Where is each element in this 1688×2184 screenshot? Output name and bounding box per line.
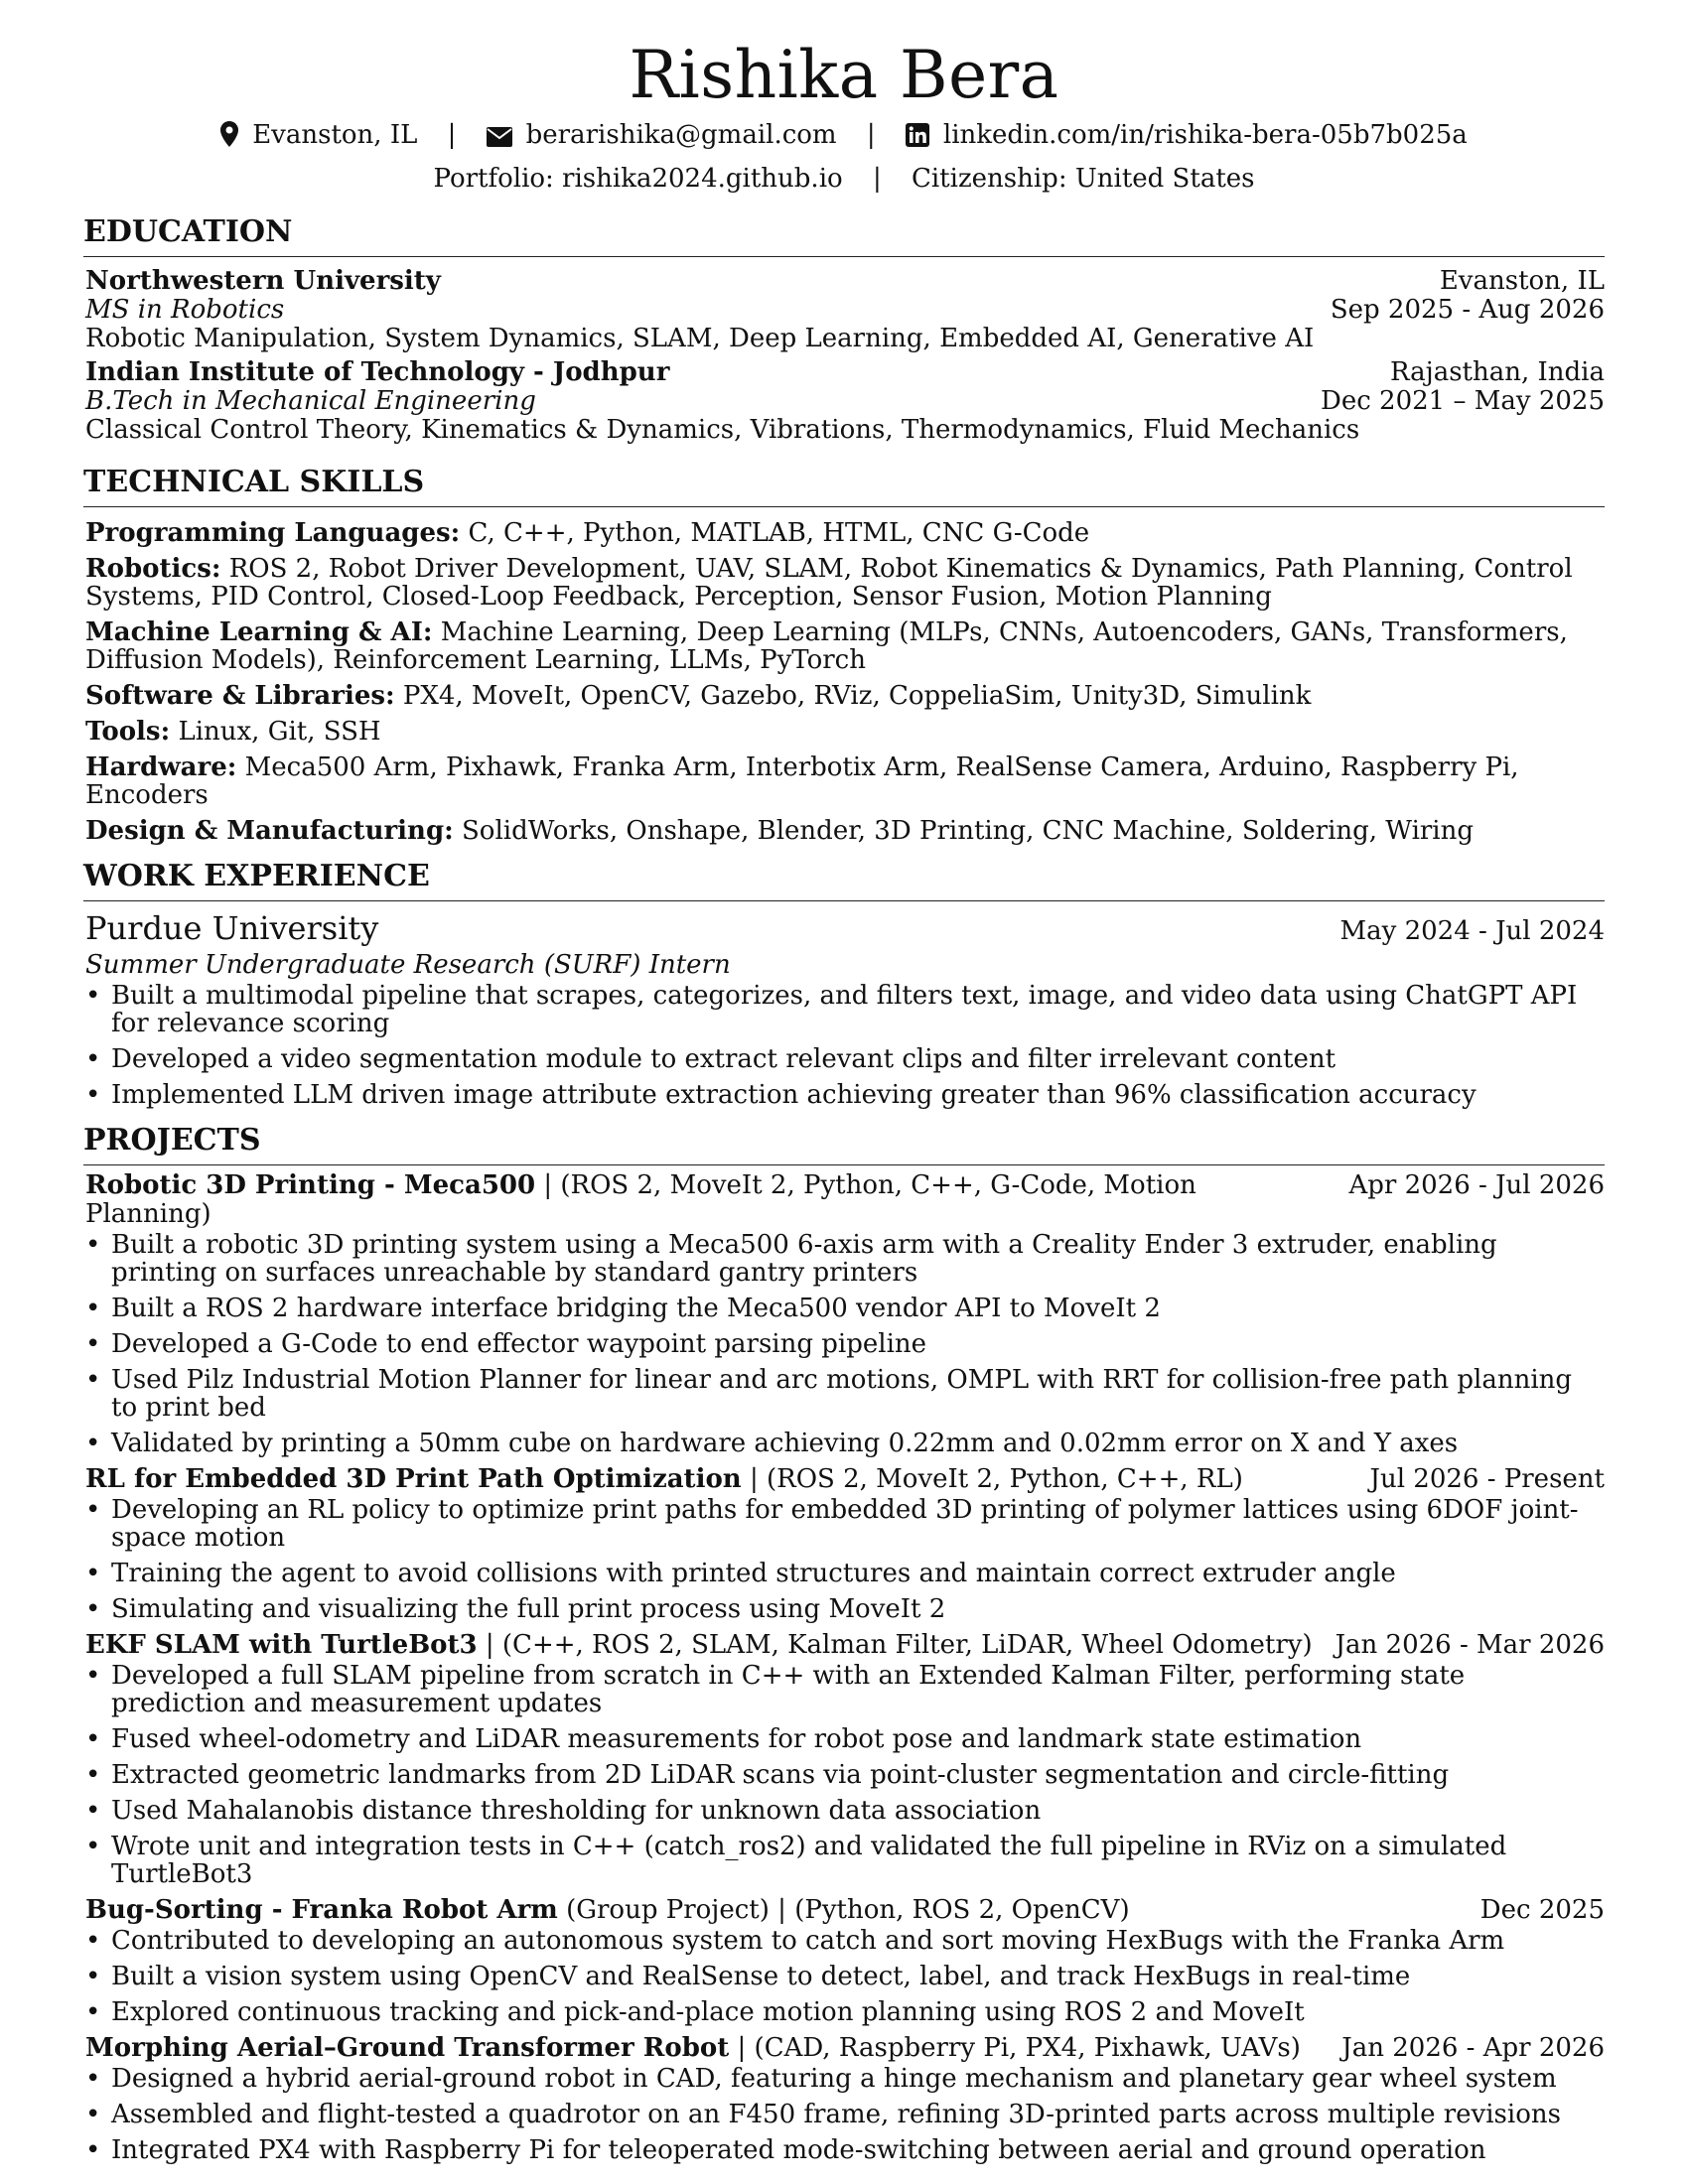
- projects-section: [83, 1171, 1605, 2164]
- project-header: [83, 1631, 1605, 1660]
- list-item: • Built a robotic 3D printing system using a Meca500 6-axis arm with a Creality Ender 3 extruder, enabling printing on surfaces unreachable by standard gantry printers: [83, 1231, 1605, 1287]
- employer: Purdue University: [85, 909, 379, 947]
- project-dates: Apr 2026 - Jul 2026: [1348, 1170, 1605, 1200]
- skill-label: Hardware:: [85, 752, 237, 782]
- project-name: RL for Embedded 3D Print Path Optimization: [85, 1464, 742, 1494]
- skill-label: Software & Libraries:: [85, 681, 395, 711]
- skill-label: Robotics:: [85, 554, 221, 584]
- skill-value: ROS 2, Robot Driver Development, UAV, SLAM, Robot Kinematics & Dynamics, Path Planning, Control Systems, PID Control, Closed-Loop Feedback, Perception, Sensor Fusion, Motion Planning: [85, 554, 1573, 612]
- project-tech: | (ROS 2, MoveIt 2, Python, C++, RL): [741, 1464, 1243, 1494]
- project-name: Bug-Sorting - Franka Robot Arm: [85, 1895, 558, 1925]
- skill-line: [83, 718, 1605, 746]
- school-name: Northwestern University: [85, 266, 441, 296]
- list-item: • Training the agent to avoid collisions with printed structures and maintain correct extruder angle: [83, 1560, 1605, 1587]
- education-row: [83, 296, 1605, 325]
- education-dates: Sep 2025 - Aug 2026: [1330, 295, 1605, 325]
- linkedin-link[interactable]: linkedin.com/in/rishika-bera-05b7b025a: [942, 120, 1468, 150]
- education-dates: Dec 2021 – May 2025: [1321, 386, 1605, 416]
- envelope-icon: [487, 119, 512, 159]
- list-item: • Used Pilz Industrial Motion Planner for linear and arc motions, OMPL with RRT for collision-free path planning to print bed: [83, 1366, 1605, 1422]
- education-heading: EDUCATION: [83, 212, 1605, 257]
- list-item: • Fused wheel-odometry and LiDAR measurements for robot pose and landmark state estimation: [83, 1725, 1605, 1753]
- list-item: • Simulating and visualizing the full print process using MoveIt 2: [83, 1595, 1605, 1623]
- skills-heading: TECHNICAL SKILLS: [83, 463, 1605, 507]
- list-item: • Designed a hybrid aerial-ground robot in CAD, featuring a hinge mechanism and planetary gear wheel system: [83, 2065, 1605, 2093]
- list-item: • Extracted geometric landmarks from 2D LiDAR scans via point-cluster segmentation and circle-fitting: [83, 1761, 1605, 1789]
- skill-value: Machine Learning, Deep Learning (MLPs, CNNs, Autoencoders, GANs, Transformers, Diffusion Models), Reinforcement Learning, LLMs, PyTorch: [85, 617, 1568, 675]
- project-dates: Jan 2026 - Mar 2026: [1335, 1630, 1605, 1660]
- skill-line: [83, 519, 1605, 547]
- list-item: • Developing an RL policy to optimize print paths for embedded 3D printing of polymer lattices using 6DOF joint-space motion: [83, 1496, 1605, 1552]
- project-name: Robotic 3D Printing - Meca500: [85, 1170, 536, 1200]
- job-bullets: [83, 982, 1605, 1109]
- project-header: [83, 1465, 1605, 1494]
- project-tech: | (Python, ROS 2, OpenCV): [769, 1895, 1130, 1925]
- skill-line: [83, 555, 1605, 611]
- skill-value: Meca500 Arm, Pixhawk, Franka Arm, Interbotix Arm, RealSense Camera, Arduino, Raspberry Pi, Encoders: [85, 752, 1519, 810]
- job-role: Summer Undergraduate Research (SURF) Intern: [85, 950, 731, 980]
- list-item: • Built a vision system using OpenCV and RealSense to detect, label, and track HexBugs in real-time: [83, 1963, 1605, 1990]
- skill-line: [83, 817, 1605, 845]
- project-bullets: [83, 1662, 1605, 1888]
- list-item: • Implemented LLM driven image attribute extraction achieving greater than 96% classification accuracy: [83, 1081, 1605, 1109]
- project-name: EKF SLAM with TurtleBot3: [85, 1630, 478, 1660]
- list-item: • Validated by printing a 50mm cube on hardware achieving 0.22mm and 0.02mm error on X and Y axes: [83, 1430, 1605, 1457]
- project-group-note: (Group Project): [557, 1895, 770, 1925]
- project-bullets: [83, 1927, 1605, 2026]
- email-link[interactable]: berarishika@gmail.com: [525, 120, 837, 150]
- list-item: • Used Mahalanobis distance thresholding for unknown data association: [83, 1797, 1605, 1825]
- job-dates: May 2024 - Jul 2024: [1339, 916, 1605, 946]
- work-heading: WORK EXPERIENCE: [83, 857, 1605, 901]
- skill-line: [83, 618, 1605, 674]
- project-header: [83, 2034, 1605, 2063]
- skill-label: Machine Learning & AI:: [85, 617, 433, 647]
- skills-section: [83, 519, 1605, 845]
- list-item: • Assembled and flight-tested a quadrotor on an F450 frame, refining 3D-printed parts across multiple revisions: [83, 2101, 1605, 2128]
- location-text: Evanston, IL: [252, 120, 418, 150]
- skill-label: Programming Languages:: [85, 518, 461, 548]
- project-bullets: [83, 2065, 1605, 2164]
- project-dates: Dec 2025: [1479, 1895, 1605, 1925]
- separator: |: [447, 120, 457, 150]
- project-header: [83, 1171, 1605, 1229]
- project-bullets: [83, 1496, 1605, 1623]
- project-tech: | (CAD, Raspberry Pi, PX4, Pixhawk, UAVs): [729, 2033, 1301, 2063]
- project-dates: Jul 2026 - Present: [1369, 1464, 1605, 1494]
- education-section: [83, 267, 1605, 445]
- skill-label: Design & Manufacturing:: [85, 816, 454, 846]
- linkedin-icon: [906, 119, 929, 159]
- separator: |: [872, 164, 882, 194]
- degree: B.Tech in Mechanical Engineering: [85, 386, 536, 416]
- contact-line-2: [83, 159, 1605, 199]
- list-item: • Built a multimodal pipeline that scrapes, categorizes, and filters text, image, and video data using ChatGPT API for relevance scoring: [83, 982, 1605, 1037]
- list-item: • Built a ROS 2 hardware interface bridging the Meca500 vendor API to MoveIt 2: [83, 1295, 1605, 1322]
- education-row: [83, 387, 1605, 416]
- list-item: • Developed a video segmentation module to extract relevant clips and filter irrelevant content: [83, 1045, 1605, 1073]
- work-section: [83, 907, 1605, 1109]
- project-tech: | (ROS 2, MoveIt 2, Python, C++, G-Code, Motion Planning): [85, 1170, 1196, 1229]
- list-item: • Developed a full SLAM pipeline from scratch in C++ with an Extended Kalman Filter, performing state prediction and measurement updates: [83, 1662, 1605, 1717]
- separator: |: [866, 120, 876, 150]
- project-bullets: [83, 1231, 1605, 1457]
- citizenship-text: Citizenship: United States: [911, 164, 1255, 194]
- skill-line: [83, 753, 1605, 809]
- project-name: Morphing Aerial–Ground Transformer Robot: [85, 2033, 730, 2063]
- education-row: [83, 267, 1605, 296]
- skill-value: PX4, MoveIt, OpenCV, Gazebo, RViz, CoppeliaSim, Unity3D, Simulink: [402, 681, 1312, 711]
- coursework: Robotic Manipulation, System Dynamics, SLAM, Deep Learning, Embedded AI, Generative AI: [85, 324, 1315, 353]
- candidate-name: Rishika Bera: [629, 37, 1059, 113]
- list-item: • Developed a G-Code to end effector waypoint parsing pipeline: [83, 1330, 1605, 1358]
- job-header: [83, 907, 1605, 949]
- contact-line-1: [83, 115, 1605, 159]
- skill-value: SolidWorks, Onshape, Blender, 3D Printing, CNC Machine, Soldering, Wiring: [462, 816, 1475, 846]
- project-dates: Jan 2026 - Apr 2026: [1341, 2033, 1605, 2063]
- projects-heading: PROJECTS: [83, 1121, 1605, 1165]
- skill-value: C, C++, Python, MATLAB, HTML, CNC G-Code: [468, 518, 1090, 548]
- degree: MS in Robotics: [85, 295, 285, 325]
- school-location: Evanston, IL: [1439, 266, 1605, 296]
- list-item: • Wrote unit and integration tests in C++ (catch_ros2) and validated the full pipeline in RViz on a simulated TurtleBot3: [83, 1833, 1605, 1888]
- skill-label: Tools:: [85, 717, 171, 747]
- list-item: • Integrated PX4 with Raspberry Pi for teleoperated mode-switching between aerial and ground operation: [83, 2136, 1605, 2164]
- portfolio-link[interactable]: Portfolio: rishika2024.github.io: [433, 164, 843, 194]
- list-item: • Contributed to developing an autonomous system to catch and sort moving HexBugs with the Franka Arm: [83, 1927, 1605, 1955]
- school-location: Rajasthan, India: [1389, 357, 1605, 387]
- school-name: Indian Institute of Technology - Jodhpur: [85, 357, 670, 387]
- list-item: • Explored continuous tracking and pick-and-place motion planning using ROS 2 and MoveIt: [83, 1998, 1605, 2026]
- skill-value: Linux, Git, SSH: [178, 717, 381, 747]
- project-tech: | (C++, ROS 2, SLAM, Kalman Filter, LiDAR, Wheel Odometry): [477, 1630, 1313, 1660]
- coursework: Classical Control Theory, Kinematics & Dynamics, Vibrations, Thermodynamics, Fluid Mechanics: [85, 415, 1360, 445]
- location-pin-icon: [220, 119, 238, 159]
- skill-line: [83, 682, 1605, 710]
- education-row: [83, 358, 1605, 387]
- project-header: [83, 1896, 1605, 1925]
